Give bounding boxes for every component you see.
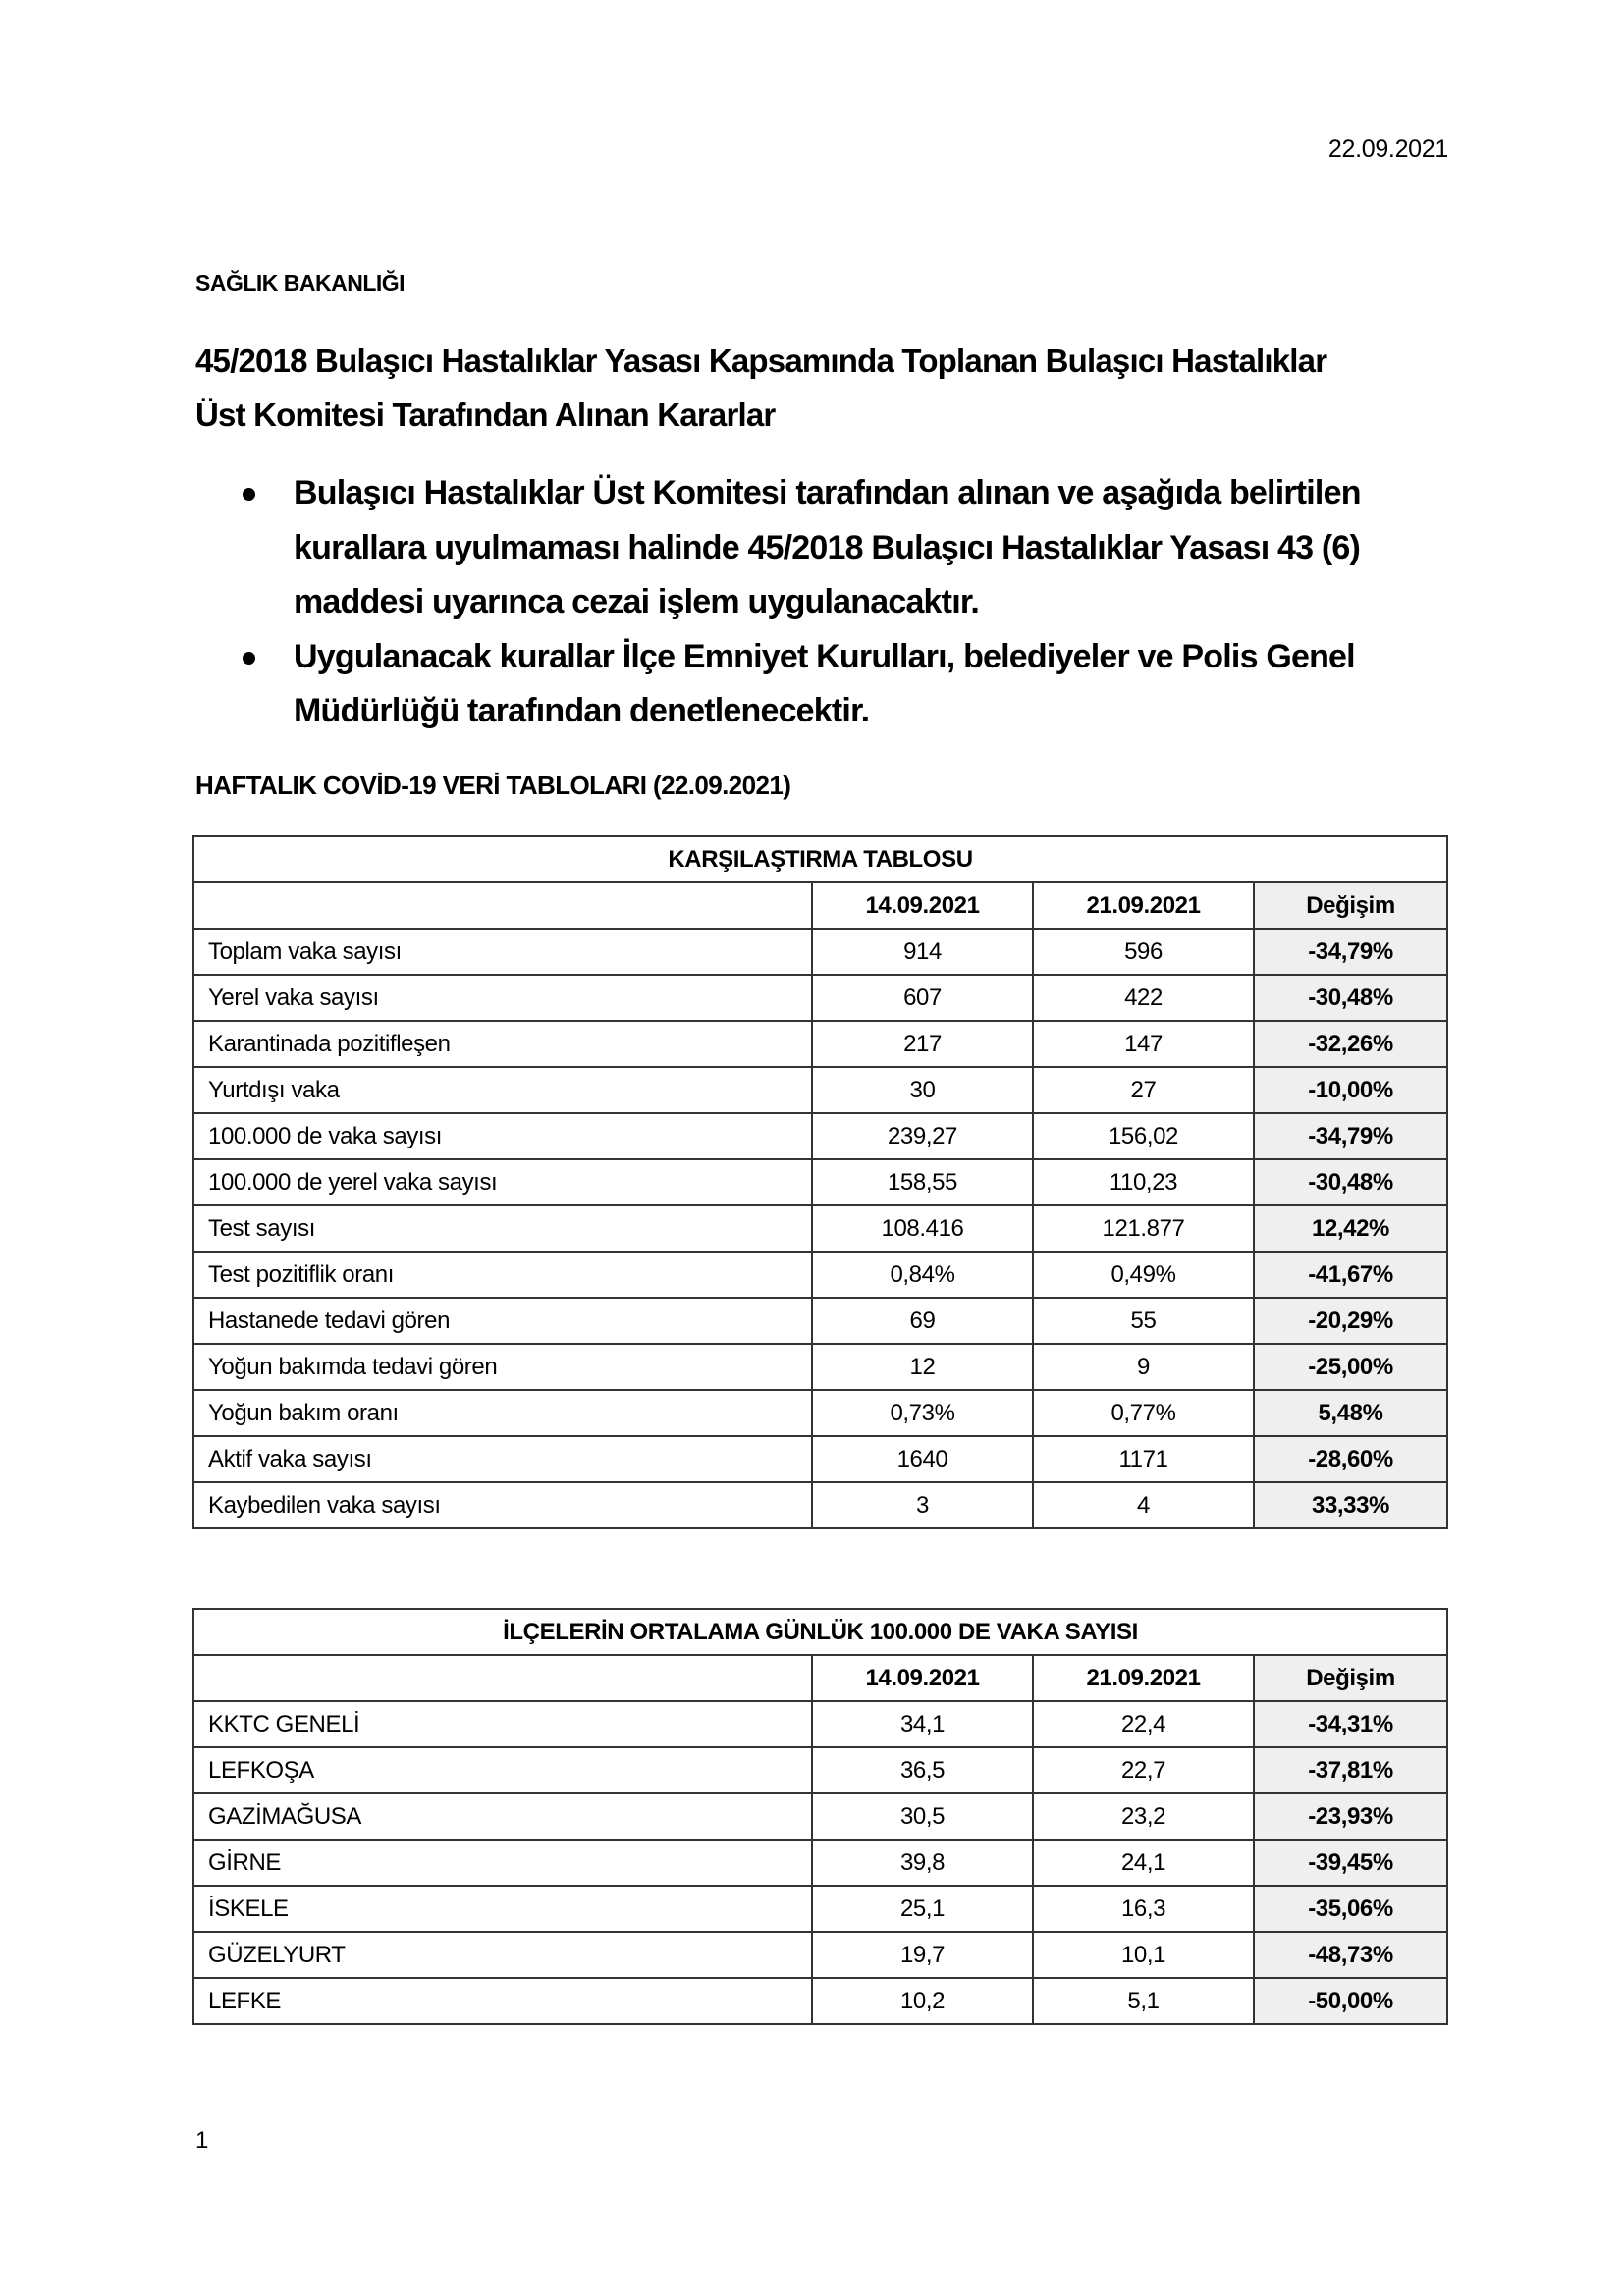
table-row xyxy=(193,1747,1447,1793)
value-week2: 24,1 xyxy=(1033,1840,1254,1886)
column-header xyxy=(193,882,812,929)
row-label: Yerel vaka sayısı xyxy=(193,975,812,1021)
row-label: İSKELE xyxy=(193,1886,812,1932)
row-label: LEFKOŞA xyxy=(193,1747,812,1793)
value-week2: 422 xyxy=(1033,975,1254,1021)
row-label: GÜZELYURT xyxy=(193,1932,812,1978)
page-number: 1 xyxy=(195,2127,209,2154)
table-row xyxy=(193,1159,1447,1205)
row-label: 100.000 de vaka sayısı xyxy=(193,1113,812,1159)
value-week1: 914 xyxy=(812,929,1033,975)
change-value: -25,00% xyxy=(1254,1344,1447,1390)
change-value: -34,79% xyxy=(1254,1113,1447,1159)
title-line: Üst Komitesi Tarafından Alınan Kararlar xyxy=(195,397,776,433)
value-week2: 147 xyxy=(1033,1021,1254,1067)
value-week2: 9 xyxy=(1033,1344,1254,1390)
value-week1: 239,27 xyxy=(812,1113,1033,1159)
change-value: -32,26% xyxy=(1254,1021,1447,1067)
value-week1: 30,5 xyxy=(812,1793,1033,1840)
row-label: Toplam vaka sayısı xyxy=(193,929,812,975)
value-week2: 110,23 xyxy=(1033,1159,1254,1205)
table-title: İLÇELERİN ORTALAMA GÜNLÜK 100.000 DE VAKA SAYISI xyxy=(193,1609,1447,1655)
value-week1: 607 xyxy=(812,975,1033,1021)
change-value: -30,48% xyxy=(1254,1159,1447,1205)
change-value: -37,81% xyxy=(1254,1747,1447,1793)
table-row xyxy=(193,1252,1447,1298)
value-week1: 34,1 xyxy=(812,1701,1033,1747)
value-week1: 12 xyxy=(812,1344,1033,1390)
row-label: Yoğun bakım oranı xyxy=(193,1390,812,1436)
value-week2: 121.877 xyxy=(1033,1205,1254,1252)
change-value: -35,06% xyxy=(1254,1886,1447,1932)
row-label: Aktif vaka sayısı xyxy=(193,1436,812,1482)
table-header-row xyxy=(193,882,1447,929)
value-week2: 55 xyxy=(1033,1298,1254,1344)
bullet-line: Uygulanacak kurallar İlçe Emniyet Kurulları, belediyeler ve Polis Genel xyxy=(294,637,1355,675)
table-row xyxy=(193,1298,1447,1344)
change-value: -28,60% xyxy=(1254,1436,1447,1482)
value-week2: 22,4 xyxy=(1033,1701,1254,1747)
document-date: 22.09.2021 xyxy=(1327,135,1448,163)
value-week1: 39,8 xyxy=(812,1840,1033,1886)
row-label: 100.000 de yerel vaka sayısı xyxy=(193,1159,812,1205)
value-week1: 19,7 xyxy=(812,1932,1033,1978)
change-value: -41,67% xyxy=(1254,1252,1447,1298)
decision-item xyxy=(195,466,1472,630)
table-row xyxy=(193,1701,1447,1747)
change-value: 12,42% xyxy=(1254,1205,1447,1252)
column-header xyxy=(193,1655,812,1701)
value-week2: 5,1 xyxy=(1033,1978,1254,2024)
table-row xyxy=(193,975,1447,1021)
value-week1: 36,5 xyxy=(812,1747,1033,1793)
table-row xyxy=(193,1978,1447,2024)
table-row xyxy=(193,1390,1447,1436)
table-row xyxy=(193,1482,1447,1528)
row-label: Karantinada pozitifleşen xyxy=(193,1021,812,1067)
column-header: 21.09.2021 xyxy=(1033,882,1254,929)
value-week1: 69 xyxy=(812,1298,1033,1344)
value-week2: 1171 xyxy=(1033,1436,1254,1482)
table-row xyxy=(193,1793,1447,1840)
table-row xyxy=(193,1205,1447,1252)
value-week2: 23,2 xyxy=(1033,1793,1254,1840)
value-week2: 0,49% xyxy=(1033,1252,1254,1298)
table-title-row xyxy=(193,836,1447,882)
district-table xyxy=(192,1608,1448,2025)
table-title-row xyxy=(193,1609,1447,1655)
row-label: KKTC GENELİ xyxy=(193,1701,812,1747)
change-value: 33,33% xyxy=(1254,1482,1447,1528)
table-row xyxy=(193,1113,1447,1159)
bullet-line: maddesi uyarınca cezai işlem uygulanacaktır. xyxy=(294,583,980,620)
row-label: Kaybedilen vaka sayısı xyxy=(193,1482,812,1528)
table-row xyxy=(193,1067,1447,1113)
value-week1: 217 xyxy=(812,1021,1033,1067)
value-week2: 16,3 xyxy=(1033,1886,1254,1932)
value-week2: 596 xyxy=(1033,929,1254,975)
change-value: 5,48% xyxy=(1254,1390,1447,1436)
change-value: -20,29% xyxy=(1254,1298,1447,1344)
change-value: -39,45% xyxy=(1254,1840,1447,1886)
row-label: Test pozitiflik oranı xyxy=(193,1252,812,1298)
value-week1: 158,55 xyxy=(812,1159,1033,1205)
table-row xyxy=(193,1021,1447,1067)
decision-item xyxy=(195,630,1472,739)
table-row xyxy=(193,1932,1447,1978)
bullet-line: Bulaşıcı Hastalıklar Üst Komitesi tarafından alınan ve aşağıda belirtilen xyxy=(294,474,1361,511)
title-line: 45/2018 Bulaşıcı Hastalıklar Yasası Kapsamında Toplanan Bulaşıcı Hastalıklar xyxy=(195,343,1327,379)
value-week1: 0,84% xyxy=(812,1252,1033,1298)
value-week1: 3 xyxy=(812,1482,1033,1528)
value-week1: 10,2 xyxy=(812,1978,1033,2024)
change-value: -30,48% xyxy=(1254,975,1447,1021)
table-title: KARŞILAŞTIRMA TABLOSU xyxy=(193,836,1447,882)
bullet-icon xyxy=(243,652,255,665)
bullet-line: kurallara uyulmaması halinde 45/2018 Bulaşıcı Hastalıklar Yasası 43 (6) xyxy=(294,528,1361,566)
value-week1: 30 xyxy=(812,1067,1033,1113)
value-week2: 10,1 xyxy=(1033,1932,1254,1978)
comparison-table xyxy=(192,835,1448,1529)
column-header: 14.09.2021 xyxy=(812,1655,1033,1701)
table-header-row xyxy=(193,1655,1447,1701)
row-label: GİRNE xyxy=(193,1840,812,1886)
row-label: LEFKE xyxy=(193,1978,812,2024)
value-week1: 1640 xyxy=(812,1436,1033,1482)
row-label: Yoğun bakımda tedavi gören xyxy=(193,1344,812,1390)
value-week2: 0,77% xyxy=(1033,1390,1254,1436)
value-week1: 25,1 xyxy=(812,1886,1033,1932)
change-value: -48,73% xyxy=(1254,1932,1447,1978)
table-row xyxy=(193,1840,1447,1886)
row-label: Yurtdışı vaka xyxy=(193,1067,812,1113)
change-value: -23,93% xyxy=(1254,1793,1447,1840)
value-week1: 0,73% xyxy=(812,1390,1033,1436)
change-value: -34,79% xyxy=(1254,929,1447,975)
row-label: GAZİMAĞUSA xyxy=(193,1793,812,1840)
column-header: Değişim xyxy=(1254,1655,1447,1701)
value-week2: 4 xyxy=(1033,1482,1254,1528)
ministry-name: SAĞLIK BAKANLIĞI xyxy=(195,270,406,295)
change-value: -50,00% xyxy=(1254,1978,1447,2024)
table-row xyxy=(193,1436,1447,1482)
value-week2: 27 xyxy=(1033,1067,1254,1113)
section-heading: HAFTALIK COVİD-19 VERİ TABLOLARI (22.09.2021) xyxy=(195,771,791,800)
bullet-line: Müdürlüğü tarafından denetlenecektir. xyxy=(294,692,870,729)
value-week1: 108.416 xyxy=(812,1205,1033,1252)
column-header: 21.09.2021 xyxy=(1033,1655,1254,1701)
decision-list xyxy=(195,466,1472,739)
table-row xyxy=(193,1886,1447,1932)
row-label: Test sayısı xyxy=(193,1205,812,1252)
document-title xyxy=(195,334,1462,442)
change-value: -34,31% xyxy=(1254,1701,1447,1747)
table-row xyxy=(193,1344,1447,1390)
column-header: Değişim xyxy=(1254,882,1447,929)
table-row xyxy=(193,929,1447,975)
value-week2: 22,7 xyxy=(1033,1747,1254,1793)
row-label: Hastanede tedavi gören xyxy=(193,1298,812,1344)
bullet-icon xyxy=(243,488,255,501)
change-value: -10,00% xyxy=(1254,1067,1447,1113)
column-header: 14.09.2021 xyxy=(812,882,1033,929)
value-week2: 156,02 xyxy=(1033,1113,1254,1159)
